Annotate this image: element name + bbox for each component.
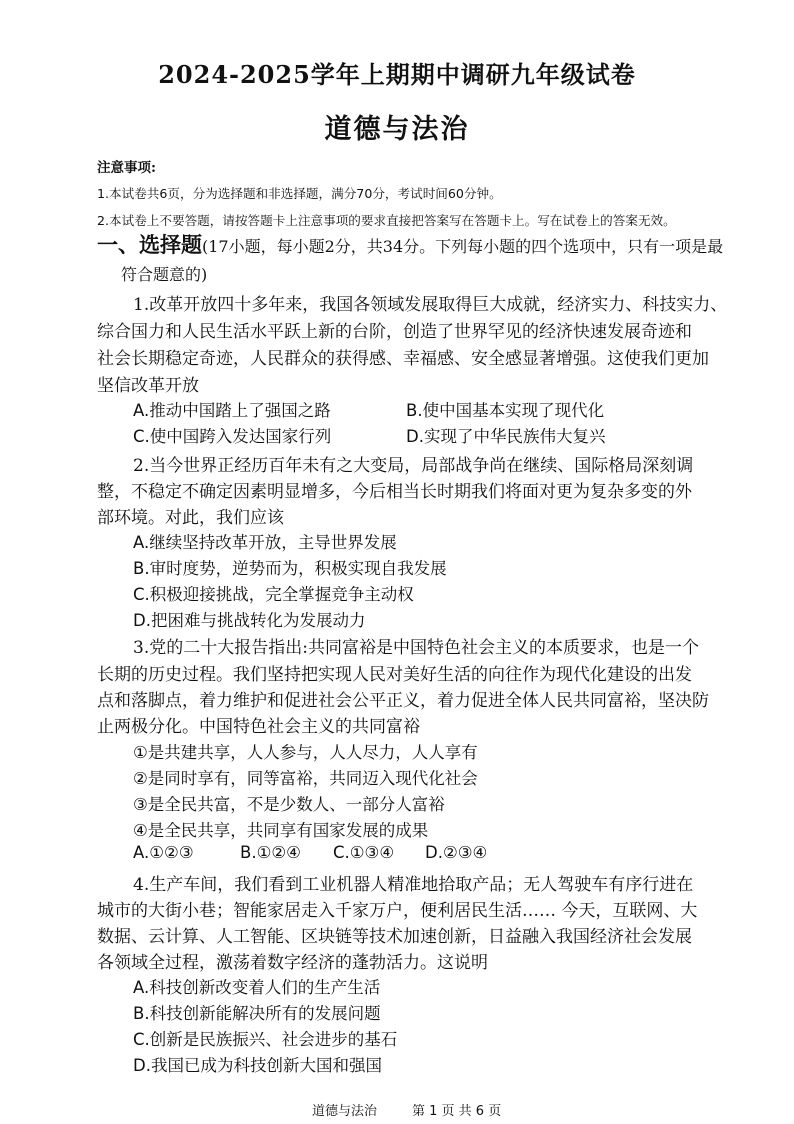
notice-item-2: 2.本试卷上不要答题，请按答题卡上注意事项的要求直接把答案写在答题卡上。写在试卷上的答案无效。 [97,213,676,228]
q3-option-c: C.①③④ [333,843,395,862]
footer-subject: 道德与法治 [312,1104,378,1119]
q1-line-2: 综合国力和人民生活水平跃上新的台阶，创造了世界罕见的经济快速发展奇迹和 [97,322,692,342]
q2-line-1: 2.当今世界正经历百年未有之大变局，局部战争尚在继续、国际格局深刻调 [133,456,694,476]
q4-line-1: 4.生产车间，我们看到工业机器人精准地拾取产品；无人驾驶车有序行进在 [133,875,694,895]
notice-item-1: 1.本试卷共6页，分为选择题和非选择题，满分70分，考试时间60分钟。 [97,186,502,201]
q2-option-c: C.积极迎接挑战，完全掌握竞争主动权 [133,585,414,604]
footer-page-number: 第 1 页 共 6 页 [412,1104,502,1119]
q1-line-4: 坚信改革开放 [97,376,199,396]
q4-option-c: C.创新是民族振兴、社会进步的基石 [133,1030,398,1049]
q2-line-3: 部环境。对此，我们应该 [97,508,284,528]
notice-heading: 注意事项: [97,160,156,176]
q4-line-4: 各领域全过程，激荡着数字经济的蓬勃活力。这说明 [97,953,488,973]
q2-line-2: 整，不稳定不确定因素明显增多，今后相当长时期我们将面对更为复杂多变的外 [97,482,692,502]
q4-option-d: D.我国已成为科技创新大国和强国 [133,1056,382,1075]
q1-option-d: D.实现了中华民族伟大复兴 [406,427,606,446]
q3-statement-3: ③是全民共富，不是少数人、一部分人富裕 [133,795,445,814]
q3-statement-2: ②是同时享有，同等富裕，共同迈入现代化社会 [133,769,478,788]
q4-line-3: 数据、云计算、人工智能、区块链等技术加速创新，日益融入我国经济社会发展 [97,927,692,947]
q1-option-a: A.推动中国踏上了强国之路 [133,401,331,420]
exam-title: 2024-2025学年上期期中调研九年级试卷 [158,60,636,89]
q3-line-3: 点和落脚点，着力维护和促进社会公平正义，着力促进全体人民共同富裕，坚决防 [97,691,709,711]
q1-line-3: 社会长期稳定奇迹，人民群众的获得感、幸福感、安全感显著增强。这使我们更加 [97,349,709,369]
q3-line-2: 长期的历史过程。我们坚持把实现人民对美好生活的向往作为现代化建设的出发 [97,665,692,685]
q3-statement-1: ①是共建共享，人人参与，人人尽力，人人享有 [133,743,478,762]
q1-option-b: B.使中国基本实现了现代化 [406,401,605,420]
section-title: 一、选择题 [97,232,202,257]
section-desc-cont: 符合题意的) [121,265,208,284]
subject-title: 道德与法治 [324,114,470,145]
q4-option-a: A.科技创新改变着人们的生产生活 [133,978,381,997]
q1-line-1: 1.改革开放四十多年来，我国各领域发展取得巨大成就，经济实力、科技实力、 [133,295,728,315]
q3-statement-4: ④是全民共享，共同享有国家发展的成果 [133,821,429,840]
q1-option-c: C.使中国跨入发达国家行列 [133,427,332,446]
q3-line-4: 止两极分化。中国特色社会主义的共同富裕 [97,717,420,737]
q4-line-2: 城市的大街小巷；智能家居走入千家万户，便利居民生活…… 今天，互联网、大 [97,901,698,921]
q2-option-a: A.继续坚持改革开放，主导世界发展 [133,533,397,552]
section-heading [97,231,757,289]
q3-option-b: B.①②④ [240,843,301,862]
q3-option-a: A.①②③ [133,843,194,862]
section-desc: (17小题，每小题2分，共34分。下列每小题的四个选项中，只有一项是最 [202,237,724,256]
q4-option-b: B.科技创新能解决所有的发展问题 [133,1004,381,1023]
q2-option-b: B.审时度势，逆势而为，积极实现自我发展 [133,559,447,578]
q3-option-d: D.②③④ [425,843,488,862]
q3-line-1: 3.党的二十大报告指出:共同富裕是中国特色社会主义的本质要求，也是一个 [133,638,699,658]
q2-option-d: D.把困难与挑战转化为发展动力 [133,611,366,630]
